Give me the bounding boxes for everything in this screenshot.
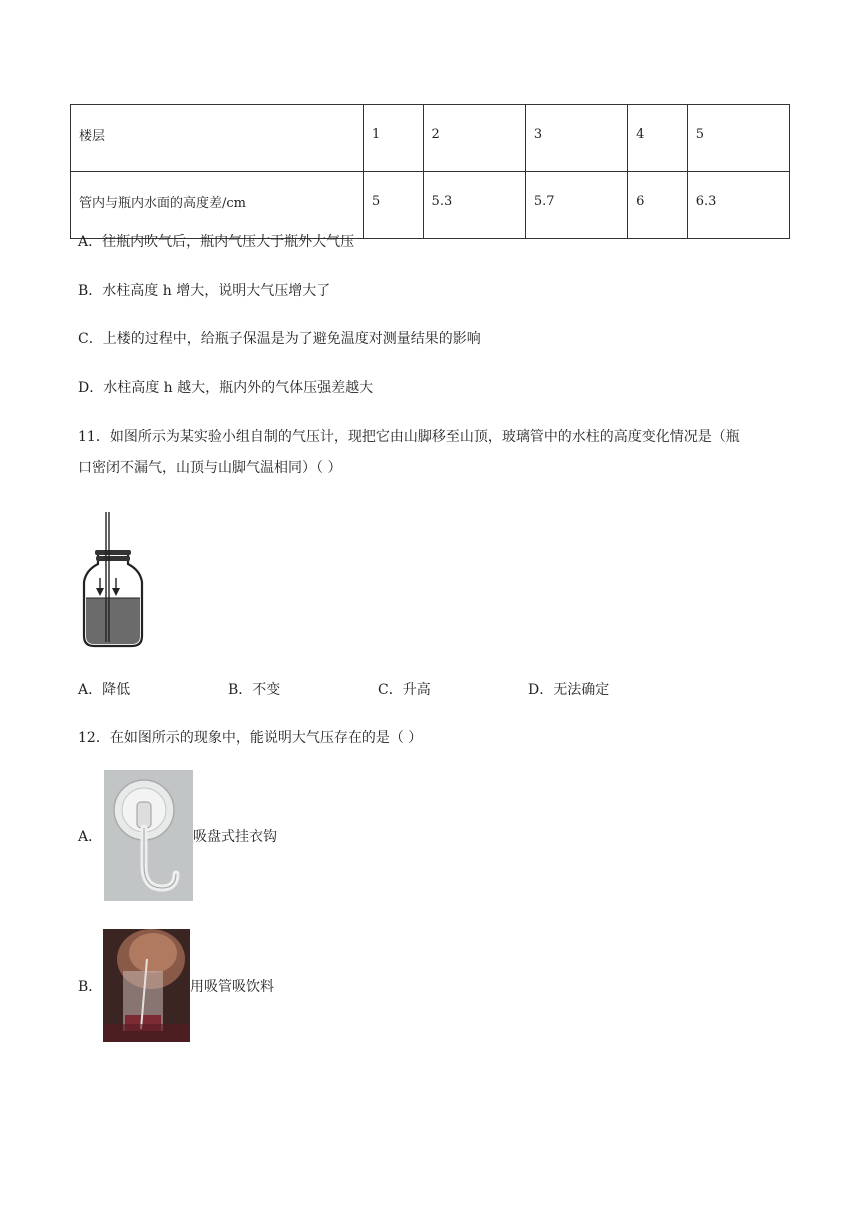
table-cell: 5 bbox=[687, 105, 789, 172]
q10-option-b: B．水柱高度 h 增大，说明大气压增大了 bbox=[78, 283, 331, 299]
table-cell: 6 bbox=[628, 172, 688, 239]
q12-option-b-letter: B． bbox=[78, 979, 103, 995]
q12-option-a-text: 吸盘式挂衣钩 bbox=[193, 829, 277, 845]
q12-option-a-letter: A． bbox=[78, 829, 103, 845]
q11-stem-line2: 口密闭不漏气，山顶与山脚气温相同）（ ） bbox=[78, 460, 342, 476]
table-cell: 4 bbox=[628, 105, 688, 172]
table-cell: 1 bbox=[364, 105, 424, 172]
q11-option-d: D．无法确定 bbox=[528, 682, 610, 698]
drinking-straw-photo bbox=[103, 929, 190, 1042]
table-cell: 2 bbox=[423, 105, 525, 172]
table-cell: 6.3 bbox=[687, 172, 789, 239]
q10-option-a: A．往瓶内吹气后，瓶内气压大于瓶外大气压 bbox=[78, 234, 355, 250]
table-cell: 楼层 bbox=[71, 105, 364, 172]
q11-option-c: C．升高 bbox=[378, 682, 431, 698]
table-cell: 3 bbox=[525, 105, 627, 172]
q12-stem: 12．在如图所示的现象中，能说明大气压存在的是（ ） bbox=[78, 730, 423, 746]
q11-stem-line1: 11．如图所示为某实验小组自制的气压计，现把它由山脚移至山顶，玻璃管中的水柱的高度变化情况是（瓶 bbox=[78, 429, 740, 445]
q11-option-a: A．降低 bbox=[78, 682, 131, 698]
barometer-bottle-figure bbox=[78, 510, 150, 650]
suction-hook-photo bbox=[104, 770, 193, 901]
table-cell: 管内与瓶内水面的高度差/cm bbox=[71, 172, 364, 239]
table-row bbox=[71, 105, 790, 172]
table-row bbox=[71, 172, 790, 239]
q11-option-b: B．不变 bbox=[228, 682, 281, 698]
q10-option-d: D．水柱高度 h 越大，瓶内外的气体压强差越大 bbox=[78, 380, 374, 396]
q12-option-b-text: 用吸管吸饮料 bbox=[190, 979, 274, 995]
table-cell: 5.7 bbox=[525, 172, 627, 239]
data-table bbox=[70, 104, 790, 239]
table-cell: 5 bbox=[364, 172, 424, 239]
q10-option-c: C．上楼的过程中，给瓶子保温是为了避免温度对测量结果的影响 bbox=[78, 331, 481, 347]
table-cell: 5.3 bbox=[423, 172, 525, 239]
